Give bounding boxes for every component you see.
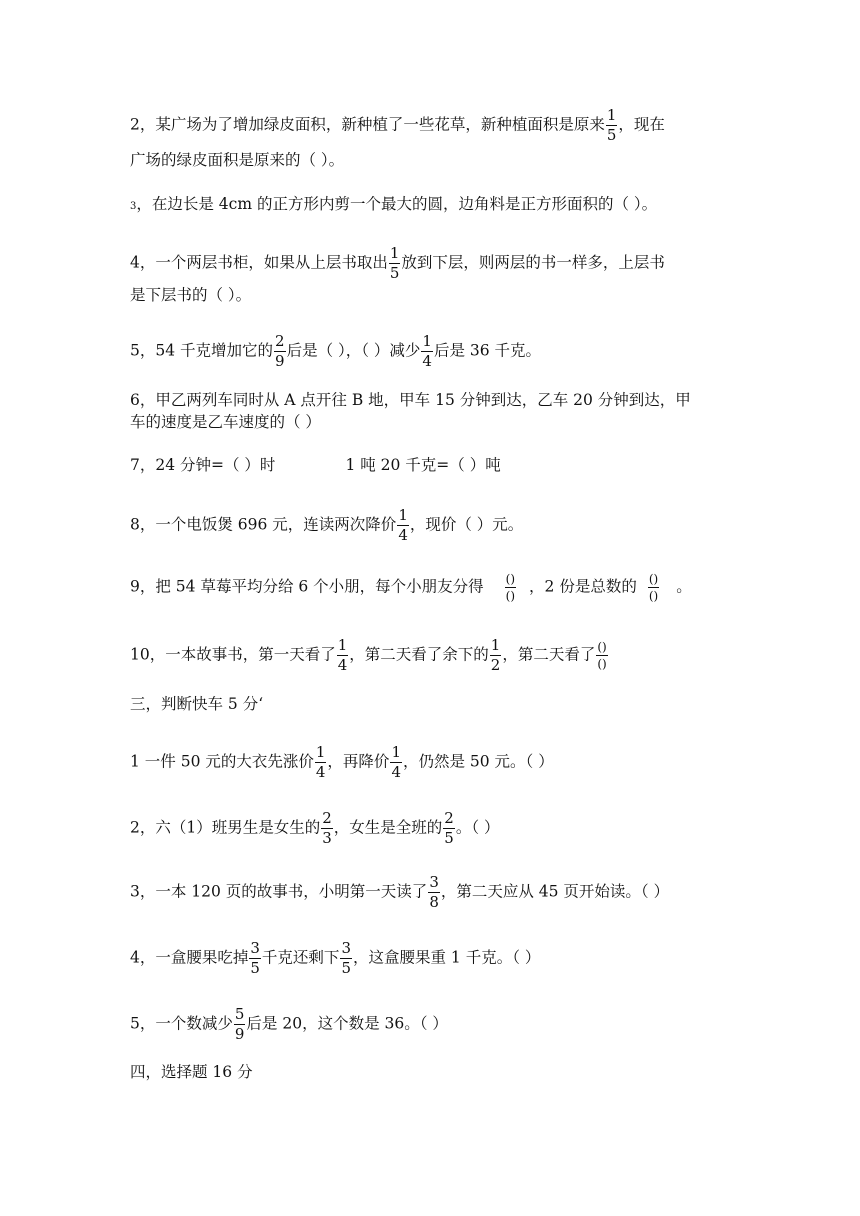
question-8 bbox=[130, 508, 523, 543]
q10-text: 10，一本故事书，第一天看了 bbox=[130, 645, 336, 664]
q5-text-mid: 后是（ ），（ ）减少 bbox=[286, 341, 421, 360]
judge-4 bbox=[130, 941, 540, 976]
q4-text-after: 放到下层，则两层的书一样多，上层书 bbox=[401, 253, 665, 272]
q3-number: 3 bbox=[130, 201, 137, 212]
q4-text: 4，一个两层书柜，如果从上层书取出 bbox=[130, 253, 388, 272]
question-7 bbox=[130, 455, 501, 475]
j4-text: 4，一盒腰果吃掉 bbox=[130, 948, 249, 967]
q8-text-after: ，现价（ ）元。 bbox=[409, 515, 524, 534]
q3-text: ，在边长是 4cm 的正方形内剪一个最大的圆，边角料是正方形面积的（ ）。 bbox=[136, 195, 658, 213]
j2-text-end: 。（ ） bbox=[455, 818, 500, 837]
j3-text-after: ，第二天应从 45 页开始读。（ ） bbox=[440, 882, 670, 901]
j1-text-mid: ，再降价 bbox=[327, 752, 390, 771]
blank-fraction: $\frac{()}{()}$ bbox=[505, 572, 516, 603]
q10-text-end: ，第二天看了 bbox=[502, 645, 596, 664]
fraction: $\frac{1}{4}$ bbox=[422, 332, 432, 370]
j4-text-end: ，这盒腰果重 1 千克。（ ） bbox=[352, 948, 541, 967]
q7-part-a: 7，24 分钟=（ ）时 bbox=[130, 456, 276, 474]
j2-text: 2，六（1）班男生是女生的 bbox=[130, 818, 321, 837]
q5-text: 5，54 千克增加它的 bbox=[130, 341, 274, 360]
q8-text: 8，一个电饭煲 696 元，连读两次降价 bbox=[130, 515, 397, 534]
fraction: $\frac{2}{9}$ bbox=[275, 332, 285, 370]
q9-text-mid: ，2 份是总数的 bbox=[529, 577, 637, 596]
fraction: $\frac{1}{4}$ bbox=[398, 506, 408, 544]
fraction: $\frac{2}{5}$ bbox=[444, 809, 454, 847]
q9-text-end: 。 bbox=[676, 577, 692, 596]
q7-part-b: 1 吨 20 千克=（ ）吨 bbox=[345, 456, 501, 474]
question-10 bbox=[130, 638, 609, 673]
fraction: $\frac{2}{3}$ bbox=[322, 809, 332, 847]
j3-text: 3，一本 120 页的故事书，小明第一天读了 bbox=[130, 882, 428, 901]
q10-text-mid: ，第二天看了余下的 bbox=[349, 645, 489, 664]
blank-fraction: $\frac{()}{()}$ bbox=[597, 640, 607, 671]
question-6-line2: 车的速度是乙车速度的（ ） bbox=[130, 413, 321, 431]
judge-1 bbox=[130, 745, 554, 780]
question-3 bbox=[130, 194, 657, 217]
fraction: $\frac{1}{5}$ bbox=[606, 106, 617, 144]
section-4-heading: 四，选择题 16 分 bbox=[130, 1063, 253, 1081]
fraction: $\frac{1}{2}$ bbox=[490, 636, 501, 674]
q5-text-end: 后是 36 千克。 bbox=[433, 341, 542, 360]
question-6: 6，甲乙两列车同时从 A 点开往 B 地，甲车 15 分钟到达，乙车 20 分钟到达，甲 bbox=[130, 391, 691, 409]
blank-fraction: $\frac{()}{()}$ bbox=[648, 572, 659, 603]
j1-text-end: ，仍然是 50 元。（ ） bbox=[402, 752, 554, 771]
question-5 bbox=[130, 334, 541, 369]
question-2 bbox=[130, 108, 665, 143]
fraction: $\frac{1}{4}$ bbox=[315, 743, 326, 781]
fraction: $\frac{3}{8}$ bbox=[429, 873, 439, 911]
j1-text: 1 一件 50 元的大衣先涨价 bbox=[130, 752, 314, 771]
question-4 bbox=[130, 246, 665, 281]
question-9 bbox=[130, 573, 692, 602]
judge-5 bbox=[130, 1007, 448, 1042]
fraction: $\frac{1}{5}$ bbox=[389, 244, 400, 282]
question-2-line2: 广场的绿皮面积是原来的（ ）。 bbox=[130, 151, 345, 169]
q2-text-after: ，现在 bbox=[618, 115, 665, 134]
fraction: $\frac{3}{5}$ bbox=[250, 939, 260, 977]
j2-text-mid: ，女生是全班的 bbox=[333, 818, 443, 837]
section-3-heading: 三，判断快车 5 分‘ bbox=[130, 695, 264, 713]
fraction: $\frac{1}{4}$ bbox=[391, 743, 401, 781]
q9-text: 9，把 54 草莓平均分给 6 个小朋，每个小朋友分得 bbox=[130, 577, 484, 596]
question-4-line2: 是下层书的（ ）。 bbox=[130, 286, 252, 304]
j5-text: 5，一个数减少 bbox=[130, 1014, 233, 1033]
fraction: $\frac{3}{5}$ bbox=[341, 939, 351, 977]
fraction: $\frac{1}{4}$ bbox=[337, 636, 348, 674]
judge-3 bbox=[130, 875, 669, 910]
fraction: $\frac{5}{9}$ bbox=[234, 1005, 245, 1043]
q2-text: 2，某广场为了增加绿皮面积，新种植了一些花草，新种植面积是原来 bbox=[130, 115, 605, 134]
judge-2 bbox=[130, 811, 500, 846]
j4-text-mid: 千克还剩下 bbox=[261, 948, 340, 967]
j5-text-after: 后是 20，这个数是 36。（ ） bbox=[246, 1014, 448, 1033]
